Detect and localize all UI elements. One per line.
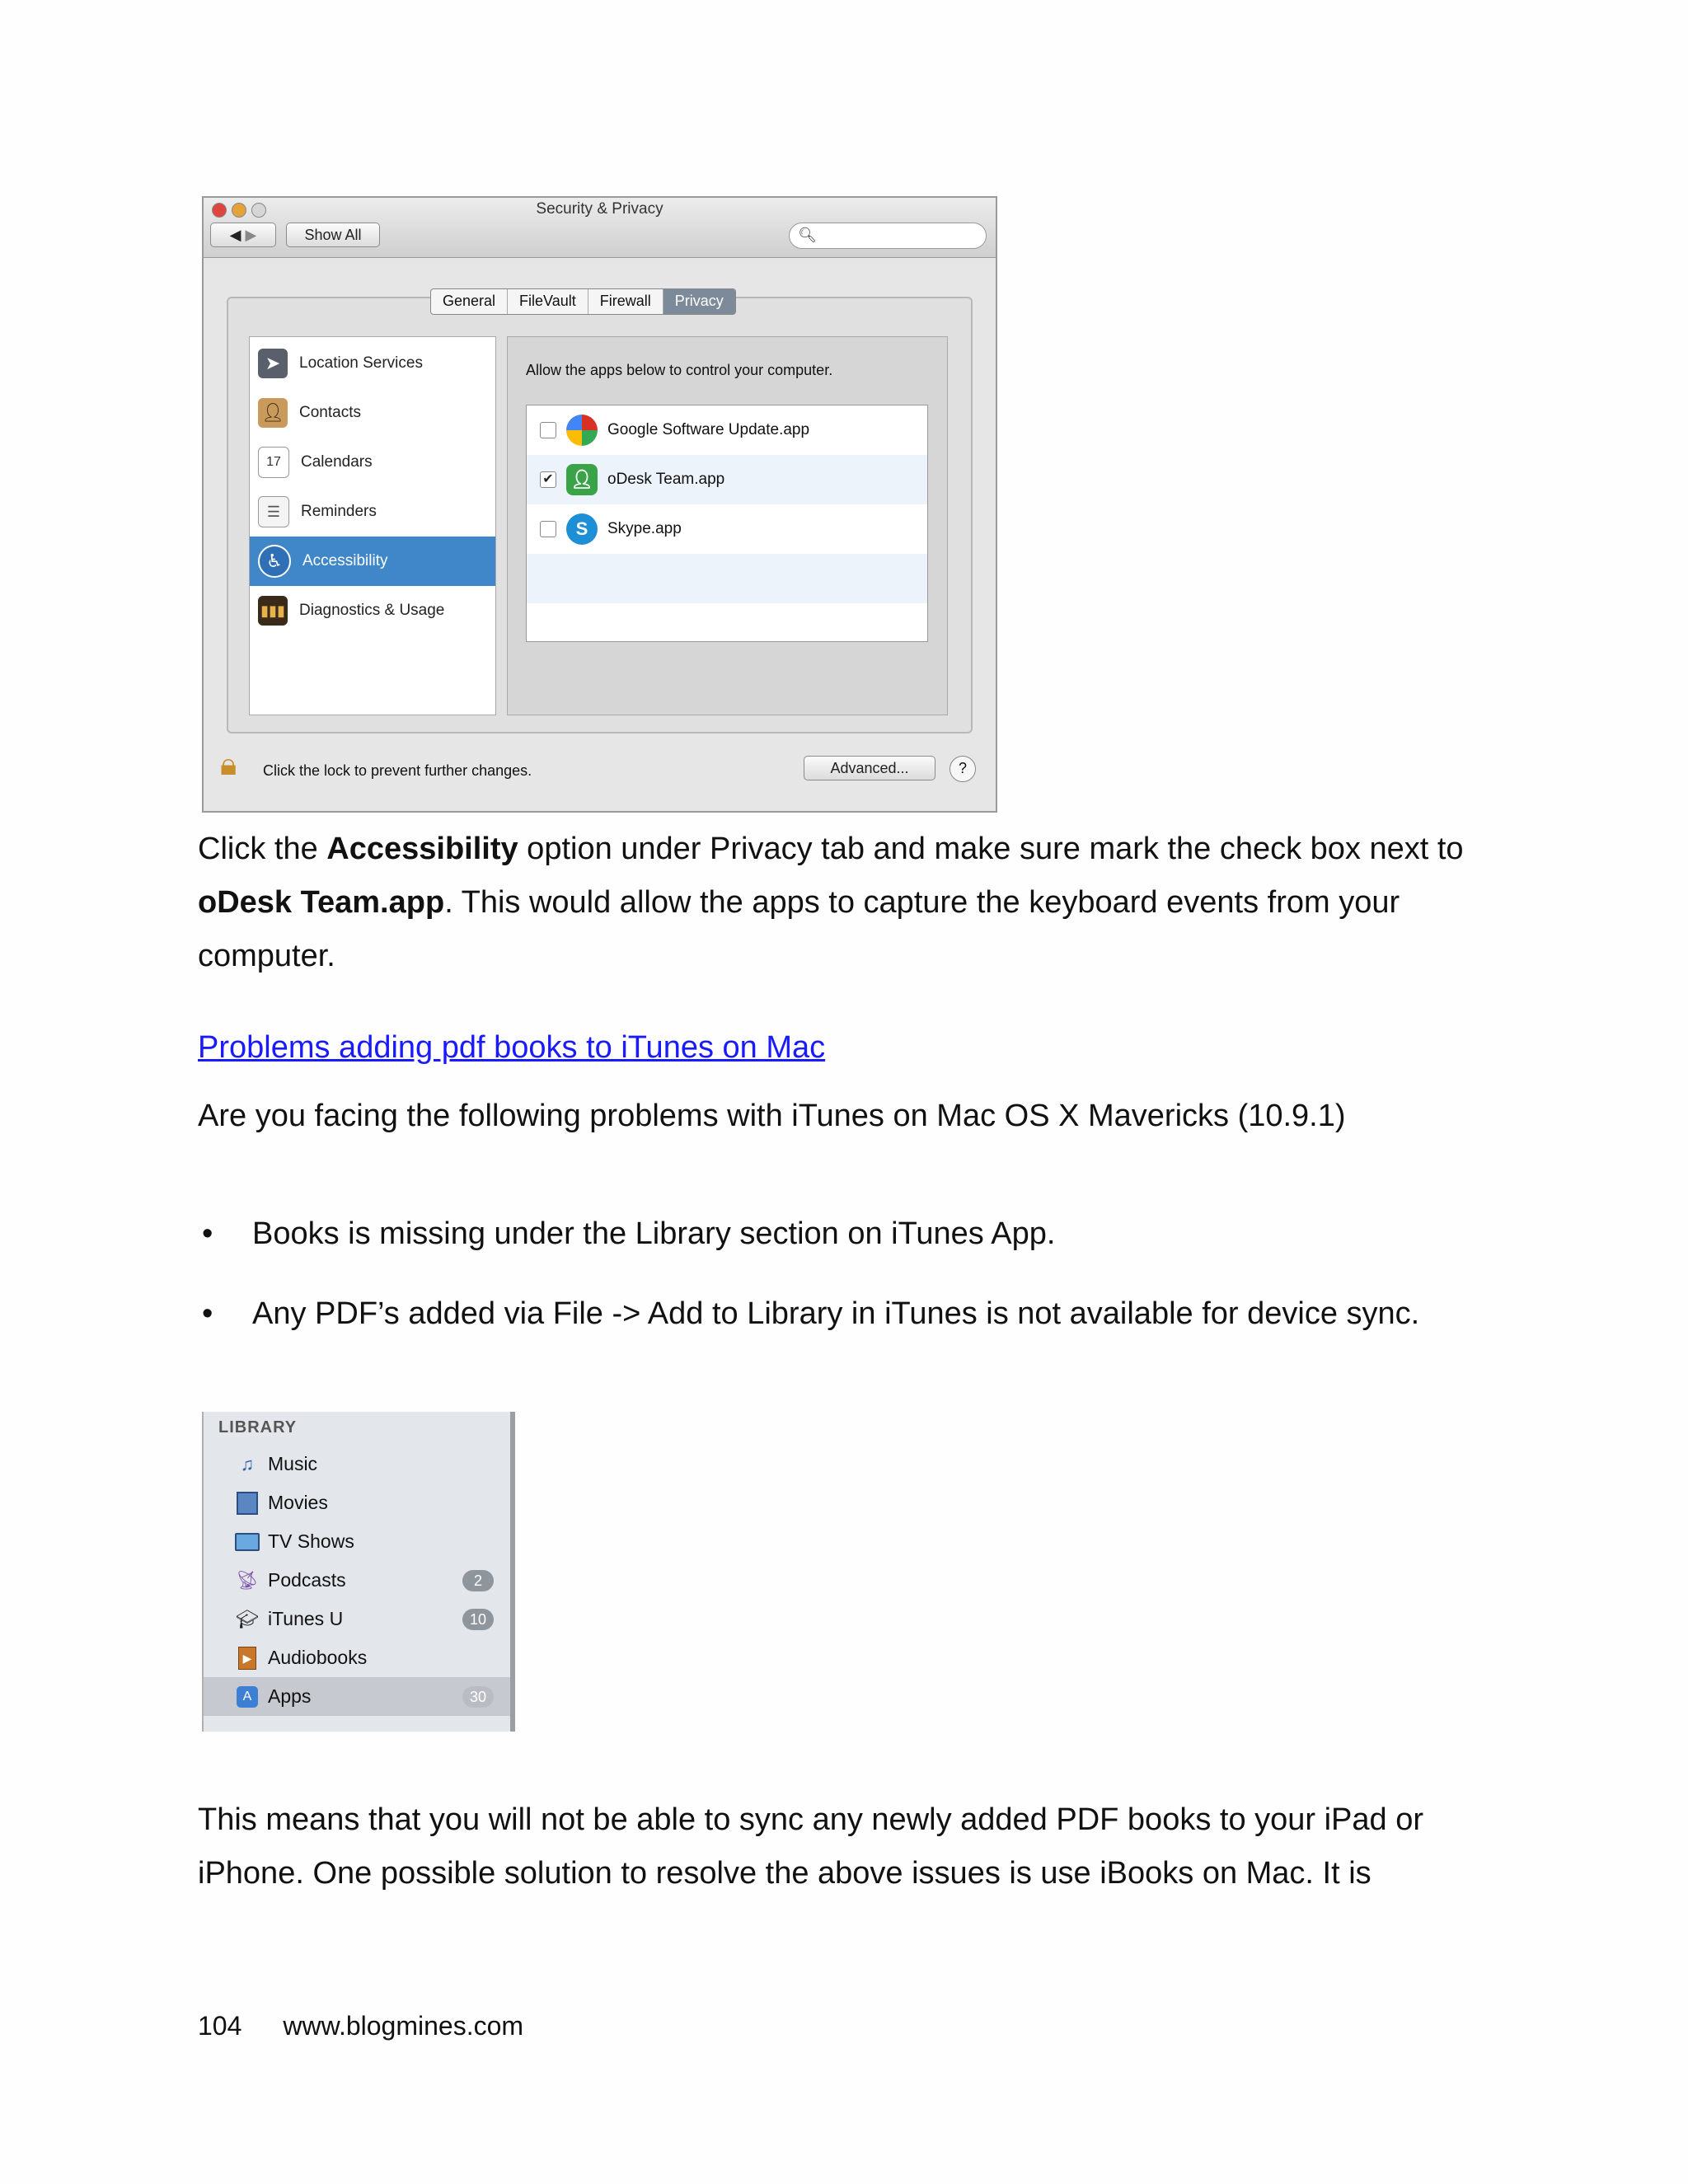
- list-item-label: Calendars: [301, 453, 373, 471]
- text-run: Click the: [198, 832, 327, 866]
- library-item-label: Music: [268, 1453, 318, 1474]
- list-item-diagnostics[interactable]: [250, 586, 495, 635]
- diagnostics-icon: ▮▮▮: [258, 596, 288, 626]
- itunes-u-count-badge: 10: [462, 1609, 494, 1630]
- back-arrow-icon[interactable]: ◀: [229, 227, 241, 243]
- library-item-label: Podcasts: [268, 1569, 346, 1591]
- tab-firewall[interactable]: Firewall: [588, 289, 663, 314]
- list-item-label: Accessibility: [302, 552, 388, 569]
- app-list: [526, 405, 928, 642]
- music-note-icon: ♫: [240, 1453, 255, 1474]
- apps-count-badge: 30: [462, 1686, 494, 1708]
- help-button[interactable]: ?: [950, 756, 976, 782]
- accessibility-icon: ♿︎: [258, 545, 291, 578]
- sync-explanation: This means that you will not be able to sync any newly added PDF books to your iPad or iPhone. One possible solution to resolve the above issues is use iBooks on Mac. It is: [198, 1802, 1424, 1891]
- list-item-label: Contacts: [299, 404, 361, 421]
- list-item-label: Reminders: [301, 503, 377, 520]
- privacy-category-list: [249, 336, 496, 715]
- bullet-text: Books is missing under the Library section on iTunes App.: [252, 1216, 1056, 1251]
- app-store-icon: A: [235, 1685, 260, 1709]
- lock-icon[interactable]: 🔒︎: [220, 748, 237, 782]
- accessibility-instructions: [198, 823, 1517, 983]
- list-item-label: Diagnostics & Usage: [299, 602, 445, 619]
- allow-apps-description: Allow the apps below to control your computer.: [526, 362, 833, 378]
- library-item-audiobooks[interactable]: [204, 1638, 510, 1677]
- tv-icon: [235, 1530, 260, 1554]
- app-row-odesk: [527, 455, 927, 504]
- preference-tabs: [430, 288, 736, 315]
- advanced-button[interactable]: Advanced...: [804, 756, 935, 780]
- forward-arrow-icon[interactable]: ▶: [245, 227, 257, 243]
- app-checkbox[interactable]: [540, 521, 556, 537]
- library-item-movies[interactable]: [204, 1483, 510, 1522]
- graduation-cap-icon: 🎓︎: [236, 1608, 259, 1629]
- bullet-icon: •: [202, 1216, 213, 1251]
- text-run: . This would allow the apps to capture the keyboard events from your computer.: [198, 885, 1400, 973]
- window-titlebar: [204, 198, 996, 258]
- app-checkbox-checked[interactable]: ✔: [540, 471, 556, 488]
- tab-filevault[interactable]: FileVault: [508, 289, 588, 314]
- contacts-icon: 👤︎: [258, 398, 288, 428]
- itunes-library-screenshot: [202, 1412, 515, 1732]
- library-item-label: Audiobooks: [268, 1647, 368, 1668]
- mavericks-question: Are you facing the following problems with iTunes on Mac OS X Mavericks (10.9.1): [198, 1099, 1346, 1133]
- page-number: 104: [198, 2011, 242, 2041]
- app-row-google-update: [527, 405, 927, 455]
- bold-odesk-team: oDesk Team.app: [198, 885, 445, 920]
- footer-site: www.blogmines.com: [283, 2011, 524, 2041]
- list-item-label: Location Services: [299, 354, 423, 372]
- list-item-reminders[interactable]: [250, 487, 495, 537]
- list-item-contacts[interactable]: [250, 388, 495, 438]
- tab-privacy[interactable]: Privacy: [663, 289, 735, 314]
- library-item-label: iTunes U: [268, 1608, 344, 1629]
- search-icon: 🔍︎: [798, 227, 817, 243]
- accessibility-detail-panel: [507, 336, 948, 715]
- odesk-icon: 👤︎: [566, 464, 598, 495]
- security-privacy-screenshot: [202, 196, 997, 813]
- library-item-podcasts[interactable]: [204, 1561, 510, 1600]
- window-bottom-bar: [204, 746, 996, 812]
- library-header: LIBRARY: [218, 1418, 298, 1436]
- text-run: option under Privacy tab and make sure mark the check box next to: [518, 832, 1464, 866]
- library-item-music[interactable]: [204, 1445, 510, 1483]
- movies-icon: [235, 1491, 260, 1516]
- app-row-skype: [527, 504, 927, 554]
- list-item-location-services[interactable]: [250, 339, 495, 388]
- lock-hint-text: Click the lock to prevent further changes.: [263, 762, 532, 779]
- library-item-label: Apps: [268, 1685, 312, 1707]
- calendar-icon: 17: [258, 447, 289, 478]
- audiobook-icon: ▶: [235, 1646, 260, 1671]
- list-item-calendars[interactable]: [250, 438, 495, 487]
- podcast-icon: 📡︎: [236, 1569, 259, 1591]
- bullet-icon: •: [202, 1296, 213, 1331]
- bold-accessibility: Accessibility: [326, 832, 518, 866]
- google-update-icon: [566, 415, 598, 446]
- location-arrow-icon: ➤: [258, 349, 288, 378]
- app-name: oDesk Team.app: [607, 471, 725, 488]
- page-footer: [198, 2011, 523, 2041]
- list-item-accessibility[interactable]: [250, 537, 495, 586]
- skype-icon: S: [566, 513, 598, 545]
- search-input[interactable]: [789, 223, 987, 249]
- library-item-tv-shows[interactable]: [204, 1522, 510, 1561]
- itunes-pdf-problem-link[interactable]: Problems adding pdf books to iTunes on Mac: [198, 1030, 826, 1065]
- app-name: Google Software Update.app: [607, 421, 810, 438]
- back-forward-buttons[interactable]: [210, 223, 276, 247]
- library-item-itunes-u[interactable]: [204, 1600, 510, 1638]
- empty-app-row: [527, 554, 927, 603]
- app-checkbox[interactable]: [540, 422, 556, 438]
- show-all-button[interactable]: Show All: [286, 223, 380, 247]
- app-name: Skype.app: [607, 520, 682, 537]
- reminders-icon: ☰: [258, 496, 289, 527]
- library-item-apps[interactable]: [204, 1677, 510, 1716]
- window-title: Security & Privacy: [536, 200, 663, 218]
- library-item-label: Movies: [268, 1492, 328, 1513]
- tab-general[interactable]: General: [431, 289, 508, 314]
- library-item-label: TV Shows: [268, 1530, 354, 1552]
- podcasts-count-badge: 2: [462, 1570, 494, 1591]
- bullet-text: Any PDF’s added via File -> Add to Library in iTunes is not available for device sync.: [252, 1296, 1420, 1331]
